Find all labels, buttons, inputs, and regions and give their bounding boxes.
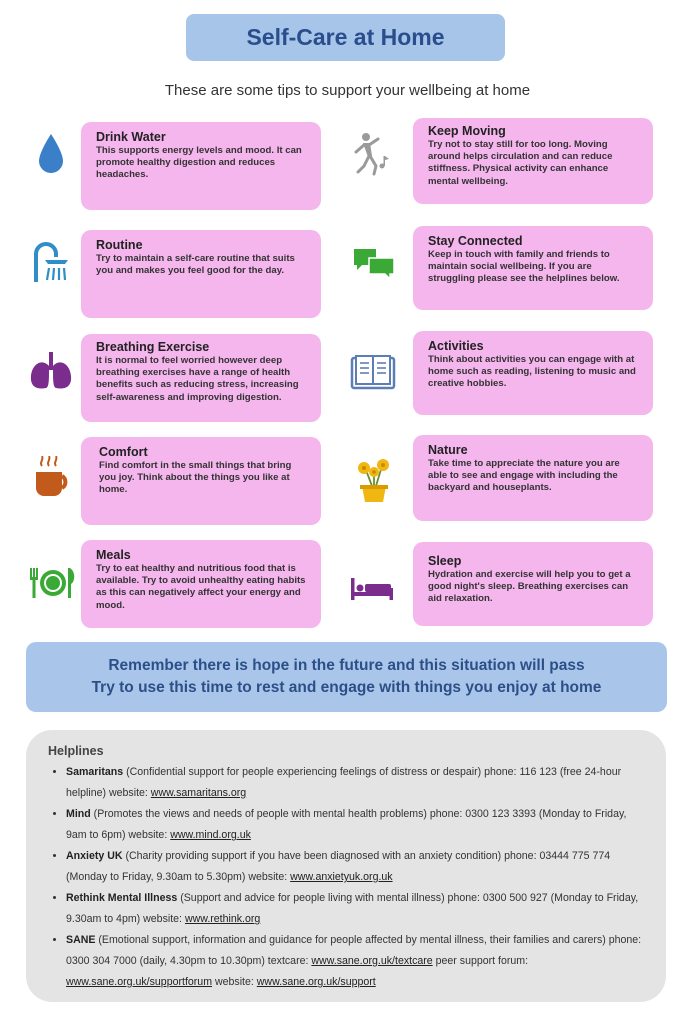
remember-line-2: Try to use this time to rest and engage with things you enjoy at home xyxy=(91,679,602,696)
open-book-icon xyxy=(350,354,396,392)
tip-card-meals xyxy=(81,540,321,628)
helpline-item-mind xyxy=(66,804,644,846)
tip-card-breathing-exercise xyxy=(81,334,321,422)
helpline-name: Rethink Mental Illness xyxy=(66,892,178,904)
helpline-website-link[interactable]: www.samaritans.org xyxy=(150,787,247,799)
helpline-item-rethink xyxy=(66,888,644,930)
tip-title: Keep Moving xyxy=(428,124,506,138)
tip-title: Sleep xyxy=(428,554,462,568)
tip-title: Comfort xyxy=(99,445,148,459)
water-drop-icon xyxy=(36,132,66,176)
shower-icon xyxy=(30,240,72,284)
tip-title: Breathing Exercise xyxy=(96,340,210,354)
helpline-name: Samaritans xyxy=(66,766,124,778)
lungs-icon xyxy=(28,350,74,392)
tip-title: Meals xyxy=(96,548,131,562)
helpline-item-sane xyxy=(66,930,644,993)
helpline-website-link[interactable]: www.anxietyuk.org.uk xyxy=(290,871,393,883)
helpline-website-link[interactable]: www.mind.org.uk xyxy=(170,829,251,841)
tip-card-activities xyxy=(413,331,653,415)
hot-drink-icon xyxy=(34,456,74,498)
tip-text: It is normal to feel worried however deep breathing exercises have a range of health benefits such as reducing stress, increasing self-awareness and improving digestion. xyxy=(96,355,299,403)
tip-card-drink-water xyxy=(81,122,321,210)
remember-line-1: Remember there is hope in the future and this situation will pass xyxy=(108,657,585,674)
tip-text: Try to maintain a self-care routine that suits you and makes you feel good for the day. xyxy=(96,253,295,277)
bed-icon xyxy=(349,576,395,602)
tip-title: Routine xyxy=(96,238,143,252)
tip-text: Try to eat healthy and nutritious food that is available. Try to avoid unhealthy eating habits as this can negatively affect your energy and mood. xyxy=(96,563,306,611)
helpline-name: Mind xyxy=(66,808,91,820)
helpline-item-anxiety-uk xyxy=(66,846,644,888)
page-subtitle: These are some tips to support your wellbeing at home xyxy=(164,82,531,99)
tip-title: Stay Connected xyxy=(428,234,523,248)
helpline-forum-link[interactable]: www.sane.org.uk/supportforum xyxy=(66,976,213,988)
tip-title: Nature xyxy=(428,443,468,457)
helpline-desc: (Charity providing support if you have been diagnosed with an anxiety condition) phone: 03444 775 774 (Monday to Friday, 9.30am to 5.30pm) website: xyxy=(66,850,611,883)
helpline-desc-tail: website: xyxy=(212,976,257,988)
tip-card-sleep xyxy=(413,542,653,626)
dancing-figure-icon xyxy=(352,132,392,178)
helpline-desc: (Promotes the views and needs of people with mental health problems) phone: 0300 123 3393 (Monday to Friday, 9am to 6pm) website: xyxy=(66,808,627,841)
helpline-desc: (Emotional support, information and guidance for people affected by mental illness, their families and carers) phone: 0300 304 7000 (daily, 4.30pm to 10.30pm) textcare: xyxy=(66,934,642,967)
potted-flowers-icon xyxy=(354,458,394,504)
chat-bubbles-icon xyxy=(352,247,396,281)
plate-cutlery-icon xyxy=(28,566,76,600)
tip-text: Think about activities you can engage with at home such as reading, listening to music and creative hobbies. xyxy=(428,354,636,390)
tip-card-keep-moving xyxy=(413,118,653,204)
tip-title: Drink Water xyxy=(96,130,166,144)
tip-text: Hydration and exercise will help you to get a good night's sleep. Breathing exercises can aid relaxation. xyxy=(428,569,631,605)
tip-title: Activities xyxy=(428,339,484,353)
page-title: Self-Care at Home xyxy=(186,14,505,61)
helpline-website-link[interactable]: www.rethink.org xyxy=(184,913,261,925)
helpline-textcare-link[interactable]: www.sane.org.uk/textcare xyxy=(311,955,433,967)
tip-card-routine xyxy=(81,230,321,318)
tip-card-nature xyxy=(413,435,653,521)
helplines-panel xyxy=(26,730,666,1002)
helpline-name: Anxiety UK xyxy=(66,850,123,862)
tip-text: Take time to appreciate the nature you are able to see and engage with including the backyard and houseplants. xyxy=(428,458,620,494)
helpline-desc-mid: peer support forum: xyxy=(432,955,529,967)
helplines-heading: Helplines xyxy=(48,744,104,758)
tip-text: Keep in touch with family and friends to maintain social wellbeing. If you are struggling please see the helplines below. xyxy=(428,249,620,285)
remember-banner xyxy=(26,642,667,712)
tip-text: Find comfort in the small things that bring you joy. Think about the things you like at home. xyxy=(99,460,292,496)
tip-card-stay-connected xyxy=(413,226,653,310)
helpline-desc: (Confidential support for people experiencing feelings of distress or despair) phone: 116 123 (free 24-hour helpline) website: xyxy=(66,766,622,799)
helpline-desc: (Support and advice for people living with mental illness) phone: 0300 500 927 (Monday to Friday, 9.30am to 4pm) website: xyxy=(66,892,639,925)
helpline-name: SANE xyxy=(66,934,96,946)
tip-card-comfort xyxy=(81,437,321,525)
helpline-item-samaritans xyxy=(66,762,644,804)
helpline-website-link[interactable]: www.sane.org.uk/support xyxy=(256,976,376,988)
tip-text: Try not to stay still for too long. Moving around helps circulation and can reduce stiffness. Physical activity can enhance mental wellbeing. xyxy=(428,139,613,187)
helplines-list xyxy=(48,762,644,993)
tip-text: This supports energy levels and mood. It can promote healthy digestion and reduces headaches. xyxy=(96,145,302,181)
